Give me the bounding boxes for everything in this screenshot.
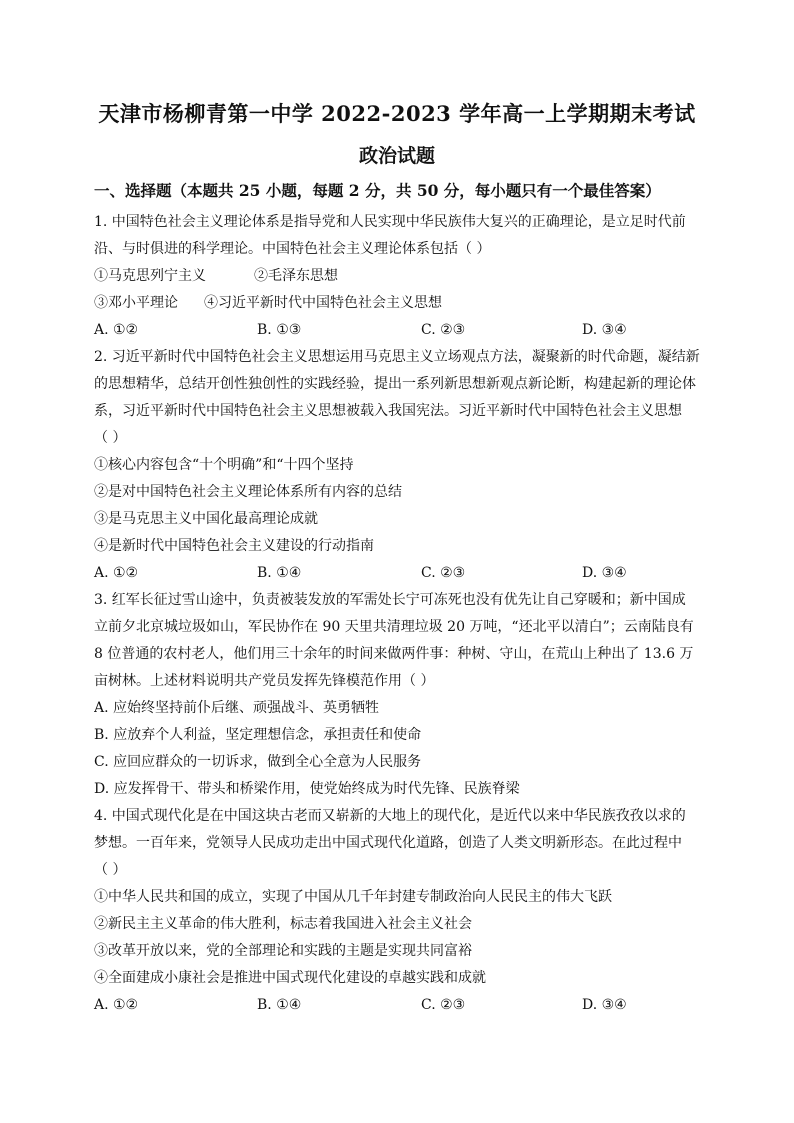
statement-item: ③是马克思主义中国化最高理论成就 (94, 511, 318, 527)
option-d[interactable]: D. ③④ (582, 322, 627, 338)
question-4 (94, 803, 704, 1019)
option-b[interactable]: B. ①③ (257, 322, 302, 338)
question-1-items-row (94, 290, 704, 317)
option-d[interactable]: D. ③④ (582, 565, 627, 581)
exam-subtitle: 政治试题 (358, 145, 435, 167)
choice-b[interactable]: B. 应放弃个人利益，坚定理想信念，承担责任和使命 (94, 727, 422, 743)
question-3-stem-line: 8 位普通的农村老人，他们用三十余年的时间来做两件事：种树、守山，在荒山上种出了 13.6 万 (94, 646, 694, 662)
question-1-stem-line: 1. 中国特色社会主义理论体系是指导党和人民实现中华民族伟大复兴的正确理论，是立足时代前 (94, 214, 686, 230)
question-2-stem-line: 系，习近平新时代中国特色社会主义思想被载入我国宪法。习近平新时代中国特色社会主义思想 (94, 403, 682, 419)
question-1-stem-line: 沿、与时俱进的科学理论。中国特色社会主义理论体系包括（ ） (94, 241, 491, 257)
choice-c[interactable]: C. 应回应群众的一切诉求，做到全心全意为人民服务 (94, 754, 422, 770)
question-2-stem-line: 2. 习近平新时代中国特色社会主义思想运用马克思主义立场观点方法，凝聚新的时代命题，凝结新 (94, 349, 700, 365)
statement-item: ④是新时代中国特色社会主义建设的行动指南 (94, 538, 374, 554)
option-d[interactable]: D. ③④ (582, 997, 627, 1013)
statement-item: ②新民主主义革命的伟大胜利，标志着我国进入社会主义社会 (94, 916, 472, 932)
question-2-stem-line: （ ） (94, 430, 127, 446)
question-2-stem-line: 的思想精华，总结开创性独创性的实践经验，提出一系列新思想新观点新论断，构建起新的理论体 (94, 376, 696, 392)
section-heading: 一、选择题（本题共 25 小题，每题 2 分，共 50 分，每小题只有一个最佳答案） (94, 181, 661, 200)
statement-item: ①核心内容包含“十个明确”和“十四个坚持 (94, 457, 354, 473)
option-c[interactable]: C. ②③ (421, 565, 466, 581)
choice-d[interactable]: D. 应发挥骨干、带头和桥梁作用，使党始终成为时代先锋、民族脊梁 (94, 781, 520, 797)
choice-a[interactable]: A. 应始终坚持前仆后继、顽强战斗、英勇牺牲 (94, 700, 380, 716)
statement-item: ③邓小平理论 (94, 295, 178, 311)
statement-item: ②毛泽东思想 (254, 268, 338, 284)
question-1-options (94, 317, 704, 344)
question-4-stem-line: 梦想。一百年来，党领导人民成功走出中国式现代化道路，创造了人类文明新形态。在此过程中 (94, 835, 682, 851)
question-1 (94, 209, 704, 344)
question-4-stem-line: （ ） (94, 862, 127, 878)
question-3 (94, 587, 704, 803)
option-b[interactable]: B. ①④ (257, 565, 302, 581)
question-1-items-row (94, 263, 704, 290)
option-a[interactable]: A. ①② (94, 997, 139, 1013)
question-4-options (94, 992, 704, 1019)
statement-item: ④习近平新时代中国特色社会主义思想 (204, 295, 442, 311)
question-2 (94, 344, 704, 587)
option-c[interactable]: C. ②③ (421, 322, 466, 338)
option-b[interactable]: B. ①④ (257, 997, 302, 1013)
question-4-stem-line: 4. 中国式现代化是在中国这块古老而又崭新的大地上的现代化，是近代以来中华民族孜孜以求的 (94, 808, 686, 824)
statement-item: ③改革开放以来，党的全部理论和实践的主题是实现共同富裕 (94, 943, 472, 959)
question-2-options (94, 560, 704, 587)
statement-item: ④全面建成小康社会是推进中国式现代化建设的卓越实践和成就 (94, 970, 486, 986)
statement-item: ①中华人民共和国的成立，实现了中国从几千年封建专制政治向人民民主的伟大飞跃 (94, 889, 612, 905)
statement-item: ①马克思列宁主义 (94, 268, 206, 284)
option-c[interactable]: C. ②③ (421, 997, 466, 1013)
questions-body (94, 209, 704, 1019)
question-3-stem-line: 亩树林。上述材料说明共产党员发挥先锋模范作用（ ） (94, 673, 435, 689)
option-a[interactable]: A. ①② (94, 322, 139, 338)
exam-title: 天津市杨柳青第一中学 2022-2023 学年高一上学期期末考试 (98, 101, 696, 126)
question-3-stem-line: 3. 红军长征过雪山途中，负责被装发放的军需处长宁可冻死也没有优先让自己穿暖和；新中国成 (94, 592, 686, 608)
option-a[interactable]: A. ①② (94, 565, 139, 581)
statement-item: ②是对中国特色社会主义理论体系所有内容的总结 (94, 484, 402, 500)
question-3-stem-line: 立前夕北京城垃圾如山，军民协作在 90 天里共清理垃圾 20 万吨，“还北平以清白”；云南陆良有 (94, 619, 694, 635)
